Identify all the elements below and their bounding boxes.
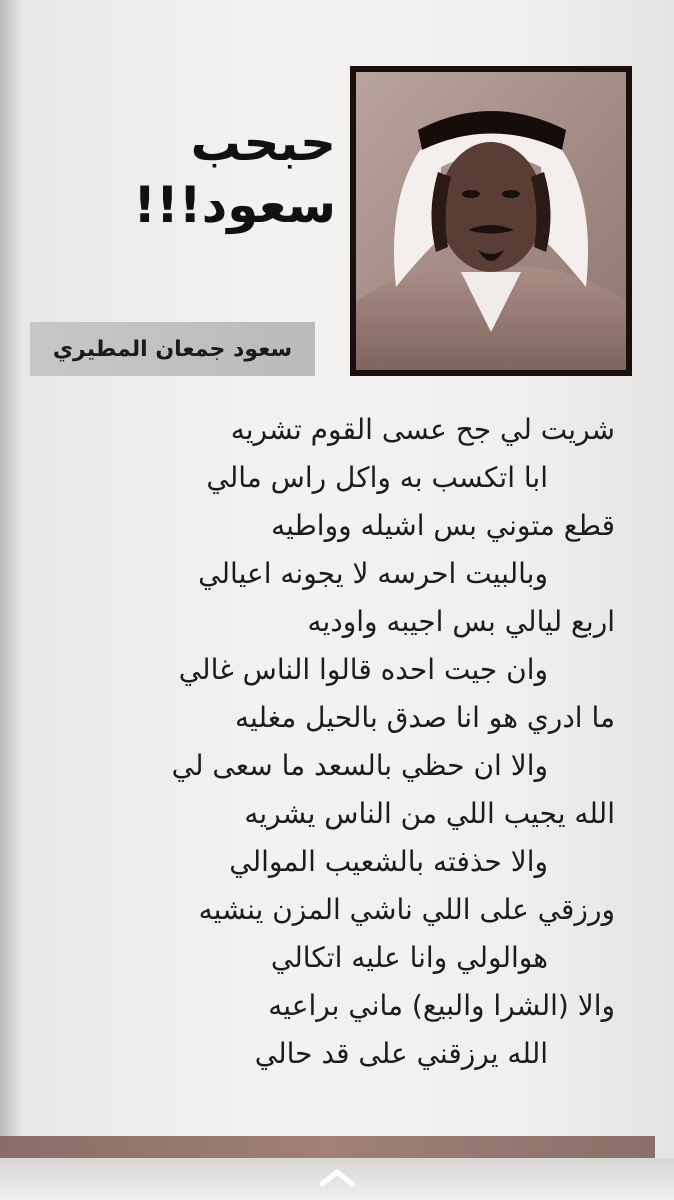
- verse: الله يجيب اللي من الناس يشريه: [244, 797, 615, 830]
- verse: وبالبيت احرسه لا يجونه اعيالي: [198, 557, 548, 590]
- verse: وان جيت احده قالوا الناس غالي: [178, 653, 548, 686]
- verse: والا (الشرا والبيع) ماني براعيه: [268, 989, 615, 1022]
- poem-body: [20, 406, 640, 1078]
- verse: والا حذفته بالشعيب الموالي: [229, 845, 548, 878]
- verse: هوالولي وانا عليه اتكالي: [270, 941, 548, 974]
- portrait-image: [356, 72, 626, 370]
- verse: والا ان حظي بالسعد ما سعى لي: [171, 749, 548, 782]
- verse: ابا اتكسب به واكل راس مالي: [206, 461, 548, 494]
- verse: الله يرزقني على قد حالي: [254, 1037, 548, 1070]
- verse: ما ادري هو انا صدق بالحيل مغليه: [235, 701, 615, 734]
- article-title: [56, 112, 336, 236]
- author-photo: [350, 66, 632, 376]
- verse: قطع متوني بس اشيله وواطيه: [271, 509, 615, 542]
- verse: شريت لي جح عسى القوم تشريه: [230, 413, 615, 446]
- chevron-up-icon[interactable]: [312, 1162, 362, 1192]
- verse: اربع ليالي بس اجيبه واوديه: [307, 605, 615, 638]
- page-shadow: [0, 0, 22, 1200]
- author-name: سعود جمعان المطيري: [52, 336, 293, 362]
- verse: ورزقي على اللي ناشي المزن ينشيه: [198, 893, 615, 926]
- title-line-2: سعود!!!: [133, 176, 336, 234]
- author-byline: [30, 322, 315, 376]
- page-footer-bar: [0, 1136, 655, 1158]
- title-line-1: حبحب: [190, 114, 336, 172]
